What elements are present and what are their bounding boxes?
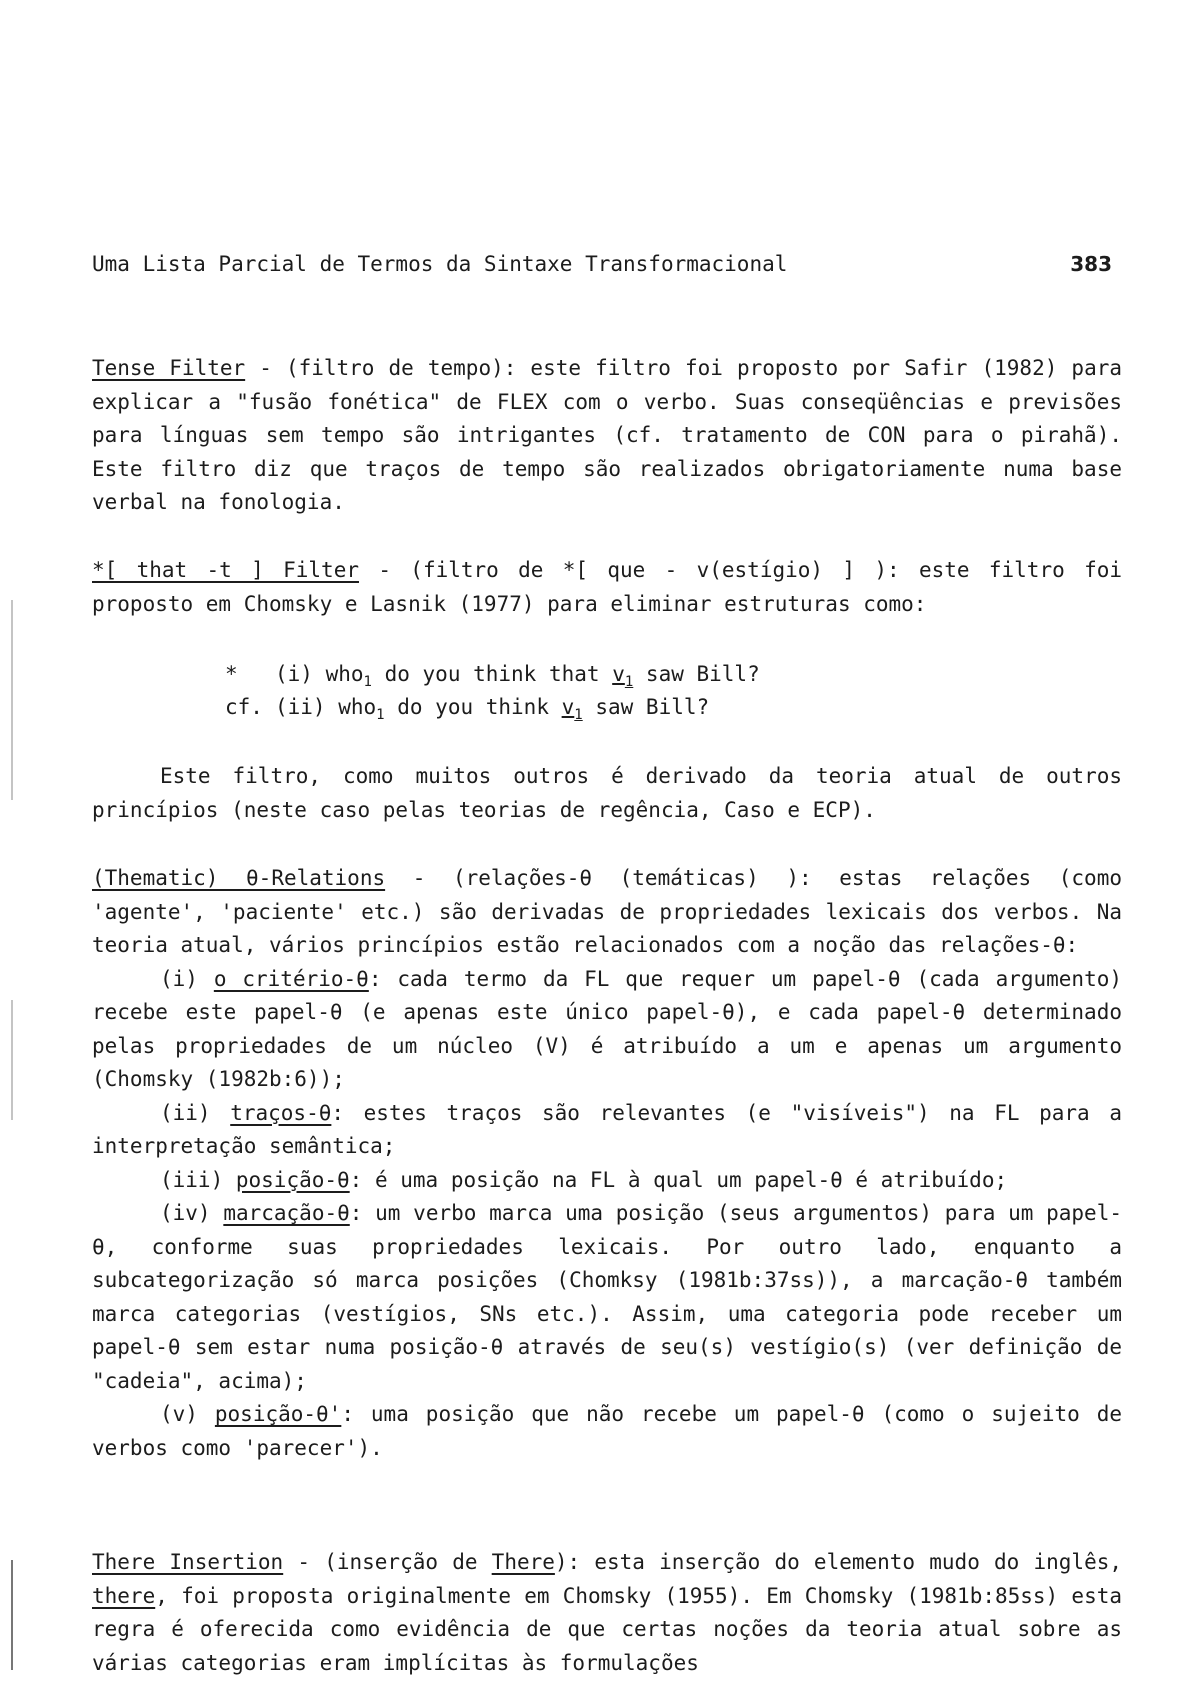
example-index: 1 [376, 707, 385, 723]
scan-edge-mark [11, 600, 13, 800]
paragraph-text: Este filtro, como muitos outros é derivado da teoria atual de outros princípios (neste caso pelas teorias de regência, Caso e ECP). [92, 764, 1122, 822]
scan-edge-mark [11, 1000, 13, 1120]
example-word: who [338, 695, 377, 719]
inline-term: there [92, 1583, 156, 1608]
inline-term: There [491, 1550, 555, 1574]
item-term: o critério-θ [213, 966, 369, 991]
item-label: (v) [160, 1402, 198, 1426]
scan-edge-mark [11, 1560, 13, 1670]
example-word: do you think that [371, 662, 613, 686]
entry-term: Tense Filter [92, 356, 246, 380]
theta-item [92, 1097, 1122, 1164]
entry-text: - (inserção de [283, 1550, 492, 1574]
example-word: do you think [384, 695, 562, 719]
item-term: posição-θ' [214, 1402, 342, 1426]
item-label: (iii) [160, 1167, 224, 1192]
theta-item [92, 1164, 1122, 1198]
example-sentence-2 [225, 691, 709, 733]
theta-item [92, 1197, 1122, 1398]
entry-that-t-filter [92, 554, 1122, 621]
entry-text: , foi proposta originalmente em Chomsky (1955). Em Chomsky (1981b:85ss) esta regra é oferecida como evidência de que certas noções da teoria atual sobre as várias categorias eram implícitas às formulações [92, 1583, 1122, 1675]
theta-item [92, 963, 1122, 1097]
entry-term: (Thematic) θ-Relations [92, 866, 386, 890]
example-word: who [325, 662, 364, 686]
running-header [92, 252, 1112, 276]
item-label: (ii) [160, 1100, 211, 1125]
entry-text: - (relações-θ (temáticas) ): estas relações (como 'agente', 'paciente' etc.) são derivadas de propriedades lexicais dos verbos. Na teoria atual, vários princípios estão relacionados com a noção das relações-θ: [92, 866, 1122, 957]
example-index: 1 [574, 707, 583, 723]
entry-text: - (filtro de tempo): este filtro foi proposto por Safir (1982) para explicar a "fusão fonética" de FLEX com o verbo. Suas conseqüências e previsões para línguas sem tempo são intrigantes (cf. tratamento de CON para o pirahã). Este filtro diz que traços de tempo são realizados obrigatoriamente numa base verbal na fonologia. [92, 356, 1123, 514]
example-label: (ii) [275, 695, 326, 719]
item-term: marcação-θ [223, 1201, 350, 1225]
item-label: (iv) [160, 1201, 211, 1225]
item-text: : é uma posição na FL à qual um papel-θ é atribuído; [349, 1167, 1008, 1192]
item-text: : uma posição que não recebe um papel-θ (como o sujeito de verbos como 'parecer'). [92, 1402, 1122, 1460]
example-word: saw Bill? [582, 695, 710, 719]
entry-tense-filter [92, 352, 1122, 520]
item-label: (i) [160, 966, 198, 991]
entry-term: *[ that -t ] Filter [92, 558, 359, 582]
entry-text: ): esta inserção do elemento mudo do inglês, [554, 1550, 1122, 1574]
item-text: : um verbo marca uma posição (seus argumentos) para um papel-θ, conforme suas propriedades lexicais. Por outro lado, enquanto a subcategorização só marca posições (Chomksy (1981b:37ss)), a marcação-θ também marca categorias (vestígios, SNs etc.). Assim, uma categoria pode receber um papel-θ sem estar numa posição-θ através de seu(s) vestígio(s) (ver definição de "cadeia", acima); [92, 1201, 1122, 1393]
entry-there-insertion [92, 1546, 1122, 1680]
example-label: (i) [275, 662, 313, 686]
item-term: traços-θ [230, 1100, 332, 1125]
entry-text: - (filtro de *[ que - v(estígio) ] ): este filtro foi proposto em Chomsky e Lasnik (1977) para eliminar estruturas como: [92, 558, 1122, 616]
example-index: 1 [363, 674, 372, 690]
theta-item [92, 1398, 1122, 1465]
filter-followup-paragraph [92, 760, 1122, 827]
header-title: Uma Lista Parcial de Termos da Sintaxe Transformacional [92, 252, 788, 276]
item-text: : estes traços são relevantes (e "visíveis") na FL para a interpretação semântica; [92, 1100, 1122, 1158]
item-term: posição-θ [235, 1167, 350, 1192]
page-number: 383 [1070, 252, 1112, 276]
example-lead: cf. [225, 695, 263, 719]
example-index: 1 [624, 674, 634, 690]
example-trace: v [561, 695, 575, 719]
entry-term: There Insertion [92, 1550, 284, 1574]
example-trace: v [612, 662, 625, 686]
item-text: : cada termo da FL que requer um papel-θ (cada argumento) recebe este papel-θ (e apenas este único papel-θ), e cada papel-θ determinado pelas propriedades de um núcleo (V) é atribuído a um e apenas um argumento (Chomsky (1982b:6)); [92, 966, 1123, 1091]
example-lead: * [225, 662, 238, 686]
entry-theta-relations [92, 862, 1122, 1465]
example-word: saw Bill? [633, 662, 760, 686]
